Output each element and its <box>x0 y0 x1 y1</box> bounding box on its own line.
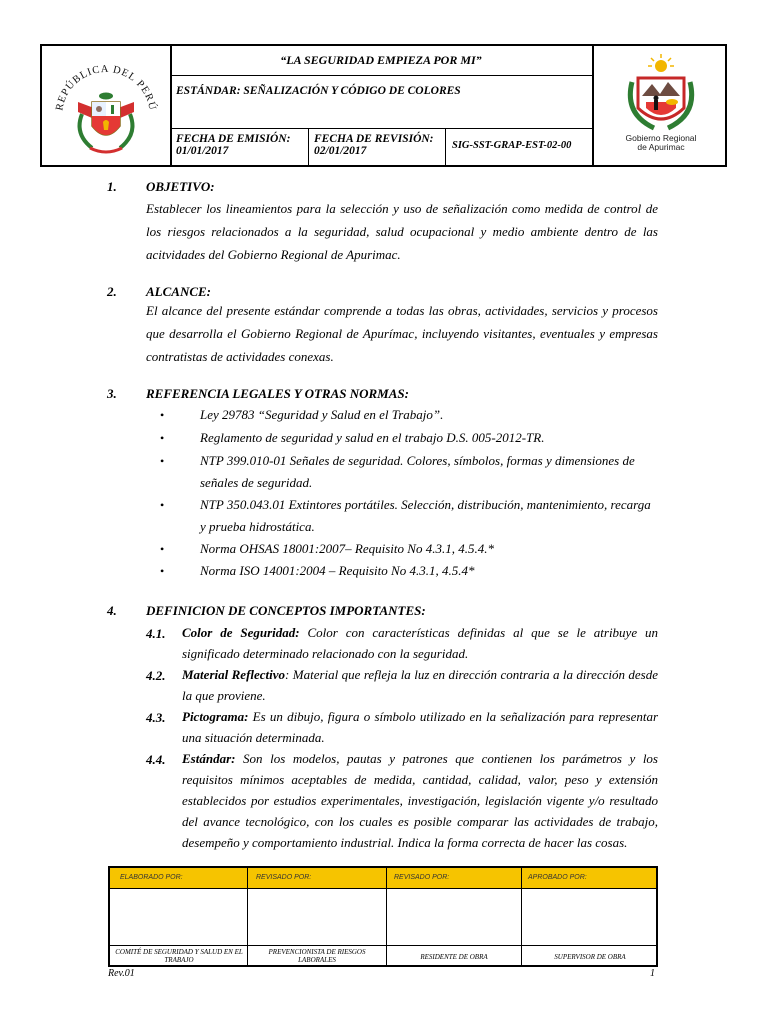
role-prevencionista: PREVENCIONISTA DE RIESGOS LABORALES <box>268 948 366 964</box>
document-header-table <box>40 44 727 167</box>
definition-number: 4.4. <box>146 752 166 767</box>
definition-color-de-seguridad <box>182 622 658 664</box>
section-2-title: ALCANCE: <box>146 284 212 299</box>
bullet-icon: • <box>160 542 165 556</box>
definition-text: Color con características definidas al que se le atribuye un significado determinado relacionado con la seguridad. <box>182 625 658 661</box>
section-1-number: 1. <box>107 179 117 194</box>
section-3-title: REFERENCIA LEGALES Y OTRAS NORMAS: <box>146 386 409 401</box>
revision-date-label: FECHA DE REVISIÓN: <box>314 133 434 145</box>
section-4-title: DEFINICION DE CONCEPTOS IMPORTANTES: <box>146 603 426 618</box>
bullet-icon: • <box>160 408 165 422</box>
definition-text: Son los modelos, pautas y patrones que contienen los parámetros y los requisitos mínimos aceptables de medida, cantidad, calidad, valor, peso y extensión establecidos por estudios experimentales, investigación, legislación vigente y/o resultado del avance tecnológico, con los cuales es posible comparar las actividades de trabajo, desempeño y comportamiento industrial. Indica la forma correcta de hacer las cosas. <box>182 751 658 850</box>
section-2-number: 2. <box>107 284 117 299</box>
reference-item: Ley 29783 “Seguridad y Salud en el Trabajo”. <box>200 407 444 422</box>
definition-text: : Material que refleja la luz en dirección contraria a la dirección desde la que proviene. <box>182 667 658 703</box>
role-residente: RESIDENTE DE OBRA <box>420 953 488 961</box>
reference-item: Norma ISO 14001:2004 – Requisito No 4.3.1, 4.5.4* <box>200 563 475 578</box>
definition-number: 4.2. <box>146 668 166 683</box>
reference-item: Norma OHSAS 18001:2007– Requisito No 4.3.1, 4.5.4.* <box>200 541 494 556</box>
elaborado-label: ELABORADO POR: <box>120 874 183 881</box>
svg-text:REPÚBLICA DEL PERÚ: REPÚBLICA DEL PERÚ <box>54 63 158 112</box>
section-2-text: El alcance del presente estándar comprende a todas las obras, actividades, servicios y procesos que desarrolla el Gobierno Regional de Apurímac, incluyendo visitantes, eventuales y empresas contratistas de actividades conexas. <box>146 303 658 364</box>
definition-term: Color de Seguridad: <box>182 625 300 640</box>
bullet-icon: • <box>160 454 165 468</box>
revision-number: Rev.01 <box>108 968 135 979</box>
definition-text: Es un dibujo, figura o símbolo utilizado en la señalización para representar una situación determinada. <box>182 709 659 745</box>
divider <box>445 128 446 165</box>
divider <box>521 868 522 965</box>
definition-material-reflectivo <box>182 664 658 706</box>
divider <box>110 945 656 946</box>
bullet-icon: • <box>160 431 165 445</box>
regional-logo-line1: Gobierno Regional <box>625 133 697 143</box>
bullet-icon: • <box>160 498 165 512</box>
role-supervisor: SUPERVISOR DE OBRA <box>554 953 626 961</box>
definition-number: 4.1. <box>146 626 166 641</box>
divider <box>170 128 592 129</box>
emission-date-value: 01/01/2017 <box>176 145 229 157</box>
section-1-title: OBJETIVO: <box>146 179 215 194</box>
reference-item: NTP 399.010-01 Señales de seguridad. Colores, símbolos, formas y dimensiones de señales de seguridad. <box>200 453 635 490</box>
section-3-number: 3. <box>107 386 117 401</box>
definition-estandar <box>182 748 658 853</box>
aprobado-label: APROBADO POR: <box>528 874 587 881</box>
document-slogan: “LA SEGURIDAD EMPIEZA POR MI” <box>280 53 482 67</box>
role-comite: COMITÉ DE SEGURIDAD Y SALUD EN EL TRABAJO <box>115 948 243 964</box>
emission-date-label: FECHA DE EMISIÓN: <box>176 133 291 145</box>
revision-date-value: 02/01/2017 <box>314 145 367 157</box>
divider <box>386 868 387 965</box>
page-number: 1 <box>650 968 655 979</box>
definition-term: Estándar: <box>182 751 236 766</box>
divider <box>170 75 592 76</box>
definition-term: Material Reflectivo <box>182 667 286 682</box>
divider <box>592 46 594 165</box>
document-standard-title: ESTÁNDAR: SEÑALIZACIÓN Y CÓDIGO DE COLORES <box>176 85 461 97</box>
definition-term: Pictograma: <box>182 709 249 724</box>
divider <box>308 128 309 165</box>
definition-number: 4.3. <box>146 710 166 725</box>
gobierno-regional-apurimac-logo <box>602 52 720 160</box>
document-code: SIG-SST-GRAP-EST-02-00 <box>452 140 572 151</box>
section-4-number: 4. <box>107 603 117 618</box>
divider <box>247 868 248 965</box>
reference-item: NTP 350.043.01 Extintores portátiles. Selección, distribución, mantenimiento, recarga y prueba hidrostática. <box>200 497 651 534</box>
definition-pictograma <box>182 706 658 748</box>
revisado-label: REVISADO POR: <box>256 874 312 881</box>
regional-logo-caption <box>602 134 720 152</box>
regional-logo-line2: de Apurimac <box>637 142 685 152</box>
approval-table <box>108 866 658 967</box>
revisado-label: REVISADO POR: <box>394 874 450 881</box>
section-1-text: Establecer los lineamientos para la selección y uso de señalización como medida de control de los riesgos relacionados a la seguridad, salud ocupacional y medio ambiente dentro de las acitvidades del Gobierno Regional de Apurimac. <box>146 201 658 262</box>
peru-coat-of-arms-logo <box>48 52 164 160</box>
bullet-icon: • <box>160 564 165 578</box>
reference-item: Reglamento de seguridad y salud en el trabajo D.S. 005-2012-TR. <box>200 430 545 445</box>
